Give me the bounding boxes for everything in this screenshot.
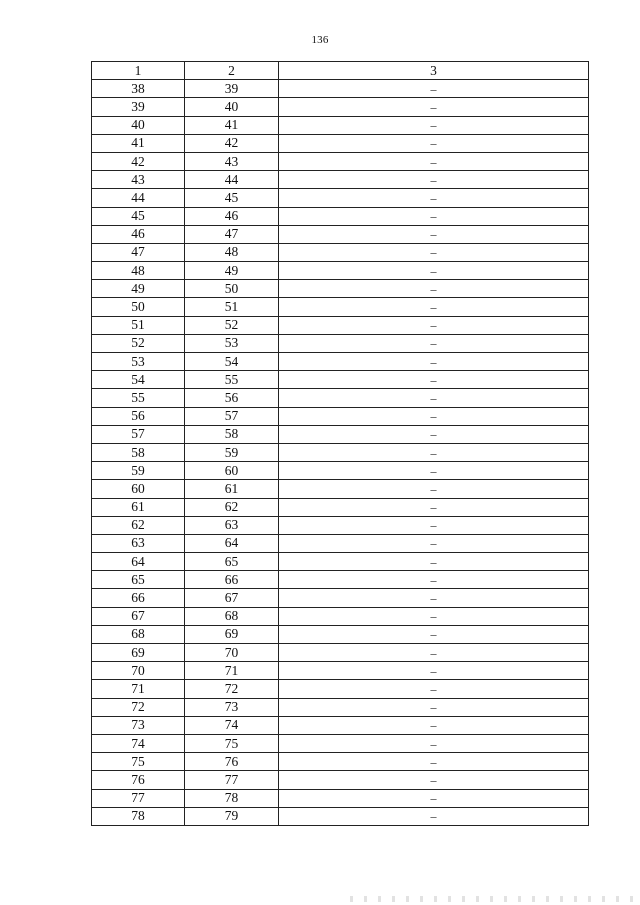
table-cell-col-2: 47 <box>185 225 279 243</box>
table-cell-col-3: – <box>279 698 589 716</box>
table-cell-col-1: 73 <box>92 716 185 734</box>
table-cell-col-2: 60 <box>185 462 279 480</box>
table-row <box>92 516 589 534</box>
table-cell-col-2: 68 <box>185 607 279 625</box>
table-cell-col-1: 71 <box>92 680 185 698</box>
table-row <box>92 280 589 298</box>
table-cell-col-1: 51 <box>92 316 185 334</box>
table-cell-col-3: – <box>279 734 589 752</box>
table-cell-col-3: – <box>279 280 589 298</box>
table-cell-col-3: – <box>279 534 589 552</box>
table-cell-col-3: – <box>279 480 589 498</box>
table-cell-col-3: – <box>279 753 589 771</box>
table-cell-col-2: 71 <box>185 662 279 680</box>
table-cell-col-1: 69 <box>92 644 185 662</box>
table-cell-col-2: 54 <box>185 353 279 371</box>
table-row <box>92 98 589 116</box>
table-cell-col-1: 78 <box>92 807 185 825</box>
table-header-row <box>92 62 589 80</box>
table-row <box>92 225 589 243</box>
table-row <box>92 316 589 334</box>
table-row <box>92 243 589 261</box>
table-cell-col-3: – <box>279 152 589 170</box>
table-cell-col-3: – <box>279 371 589 389</box>
table-cell-col-2: 75 <box>185 734 279 752</box>
table-row <box>92 407 589 425</box>
table-cell-col-3: – <box>279 389 589 407</box>
table-cell-col-1: 55 <box>92 389 185 407</box>
table-cell-col-2: 69 <box>185 625 279 643</box>
table-cell-col-1: 66 <box>92 589 185 607</box>
table-cell-col-3: – <box>279 789 589 807</box>
table-row <box>92 498 589 516</box>
table-cell-col-3: – <box>279 207 589 225</box>
table-row <box>92 734 589 752</box>
table-row <box>92 789 589 807</box>
table-row <box>92 534 589 552</box>
table-cell-col-3: – <box>279 807 589 825</box>
table-cell-col-1: 40 <box>92 116 185 134</box>
table-row <box>92 716 589 734</box>
table-cell-col-1: 58 <box>92 443 185 461</box>
table-cell-col-2: 49 <box>185 262 279 280</box>
table-cell-col-2: 56 <box>185 389 279 407</box>
table-cell-col-3: – <box>279 407 589 425</box>
table-cell-col-3: – <box>279 171 589 189</box>
table-cell-col-2: 44 <box>185 171 279 189</box>
table-cell-col-2: 55 <box>185 371 279 389</box>
table-row <box>92 334 589 352</box>
table-cell-col-1: 43 <box>92 171 185 189</box>
table-row <box>92 607 589 625</box>
table-cell-col-3: – <box>279 607 589 625</box>
table-row <box>92 680 589 698</box>
table-cell-col-1: 39 <box>92 98 185 116</box>
table-cell-col-2: 76 <box>185 753 279 771</box>
table-row <box>92 771 589 789</box>
table-cell-col-3: – <box>279 189 589 207</box>
table-cell-col-3: – <box>279 498 589 516</box>
table-cell-col-2: 40 <box>185 98 279 116</box>
table-cell-col-2: 63 <box>185 516 279 534</box>
table-cell-col-1: 52 <box>92 334 185 352</box>
table-cell-col-3: – <box>279 662 589 680</box>
table-cell-col-2: 77 <box>185 771 279 789</box>
table-row <box>92 644 589 662</box>
table-row <box>92 116 589 134</box>
table-row <box>92 753 589 771</box>
table-cell-col-1: 59 <box>92 462 185 480</box>
table-cell-col-1: 42 <box>92 152 185 170</box>
table-row <box>92 807 589 825</box>
table-row <box>92 389 589 407</box>
table-cell-col-2: 67 <box>185 589 279 607</box>
table-cell-col-1: 76 <box>92 771 185 789</box>
table-cell-col-3: – <box>279 771 589 789</box>
table-cell-col-2: 45 <box>185 189 279 207</box>
table-cell-col-2: 61 <box>185 480 279 498</box>
table-cell-col-1: 38 <box>92 80 185 98</box>
table-cell-col-1: 56 <box>92 407 185 425</box>
table-cell-col-3: – <box>279 553 589 571</box>
table-cell-col-1: 65 <box>92 571 185 589</box>
table-cell-col-1: 62 <box>92 516 185 534</box>
table-cell-col-3: – <box>279 716 589 734</box>
table-cell-col-3: – <box>279 353 589 371</box>
table-row <box>92 298 589 316</box>
table-cell-col-2: 65 <box>185 553 279 571</box>
table-cell-col-1: 57 <box>92 425 185 443</box>
table-row <box>92 480 589 498</box>
table-cell-col-3: – <box>279 425 589 443</box>
table-cell-col-1: 70 <box>92 662 185 680</box>
table-cell-col-3: – <box>279 243 589 261</box>
table-cell-col-1: 61 <box>92 498 185 516</box>
table-cell-col-1: 67 <box>92 607 185 625</box>
table-cell-col-3: – <box>279 443 589 461</box>
table-row <box>92 443 589 461</box>
table-cell-col-3: – <box>279 316 589 334</box>
table-cell-col-3: – <box>279 134 589 152</box>
table-cell-col-1: 50 <box>92 298 185 316</box>
table-cell-col-2: 70 <box>185 644 279 662</box>
table-row <box>92 625 589 643</box>
table-cell-col-3: – <box>279 644 589 662</box>
table-cell-col-2: 59 <box>185 443 279 461</box>
table-row <box>92 425 589 443</box>
table-cell-col-1: 63 <box>92 534 185 552</box>
table-body <box>92 80 589 826</box>
table-cell-col-1: 49 <box>92 280 185 298</box>
table-cell-col-2: 39 <box>185 80 279 98</box>
table-cell-col-1: 45 <box>92 207 185 225</box>
table-row <box>92 262 589 280</box>
table-cell-col-1: 44 <box>92 189 185 207</box>
table-cell-col-1: 47 <box>92 243 185 261</box>
table-cell-col-1: 46 <box>92 225 185 243</box>
table-row <box>92 134 589 152</box>
table-cell-col-2: 72 <box>185 680 279 698</box>
table-cell-col-3: – <box>279 571 589 589</box>
table-row <box>92 698 589 716</box>
table-cell-col-3: – <box>279 462 589 480</box>
table-cell-col-1: 41 <box>92 134 185 152</box>
table-cell-col-2: 58 <box>185 425 279 443</box>
table-cell-col-3: – <box>279 334 589 352</box>
table-row <box>92 371 589 389</box>
table-cell-col-3: – <box>279 589 589 607</box>
table-row <box>92 207 589 225</box>
table-cell-col-3: – <box>279 80 589 98</box>
column-header-3: 3 <box>279 62 589 80</box>
table-cell-col-3: – <box>279 225 589 243</box>
table-row <box>92 353 589 371</box>
scan-artifact-decoration <box>350 896 640 902</box>
table-cell-col-2: 62 <box>185 498 279 516</box>
table-row <box>92 171 589 189</box>
table-cell-col-1: 54 <box>92 371 185 389</box>
table-cell-col-1: 68 <box>92 625 185 643</box>
table-cell-col-2: 53 <box>185 334 279 352</box>
table-cell-col-2: 64 <box>185 534 279 552</box>
table-cell-col-2: 48 <box>185 243 279 261</box>
table-row <box>92 553 589 571</box>
table-cell-col-3: – <box>279 298 589 316</box>
table-cell-col-1: 53 <box>92 353 185 371</box>
table-cell-col-2: 73 <box>185 698 279 716</box>
table-cell-col-3: – <box>279 516 589 534</box>
table-cell-col-2: 74 <box>185 716 279 734</box>
page-number: 136 <box>311 34 329 46</box>
table-cell-col-1: 74 <box>92 734 185 752</box>
table-cell-col-1: 77 <box>92 789 185 807</box>
table-row <box>92 571 589 589</box>
table-cell-col-1: 72 <box>92 698 185 716</box>
table-cell-col-2: 43 <box>185 152 279 170</box>
table-cell-col-1: 60 <box>92 480 185 498</box>
table-row <box>92 80 589 98</box>
table-cell-col-2: 42 <box>185 134 279 152</box>
table-cell-col-2: 46 <box>185 207 279 225</box>
table-cell-col-3: – <box>279 262 589 280</box>
data-table <box>91 61 589 826</box>
table-cell-col-3: – <box>279 98 589 116</box>
table-cell-col-2: 51 <box>185 298 279 316</box>
table-cell-col-1: 64 <box>92 553 185 571</box>
table-cell-col-1: 75 <box>92 753 185 771</box>
table-row <box>92 662 589 680</box>
table-cell-col-2: 52 <box>185 316 279 334</box>
table-row <box>92 189 589 207</box>
table-cell-col-3: – <box>279 625 589 643</box>
column-header-2: 2 <box>185 62 279 80</box>
table-cell-col-2: 57 <box>185 407 279 425</box>
table-cell-col-3: – <box>279 116 589 134</box>
table-cell-col-2: 50 <box>185 280 279 298</box>
table-cell-col-2: 79 <box>185 807 279 825</box>
column-header-1: 1 <box>92 62 185 80</box>
table-row <box>92 589 589 607</box>
table-cell-col-2: 41 <box>185 116 279 134</box>
table-cell-col-3: – <box>279 680 589 698</box>
table-cell-col-1: 48 <box>92 262 185 280</box>
table-row <box>92 462 589 480</box>
table-cell-col-2: 66 <box>185 571 279 589</box>
table-row <box>92 152 589 170</box>
table-cell-col-2: 78 <box>185 789 279 807</box>
